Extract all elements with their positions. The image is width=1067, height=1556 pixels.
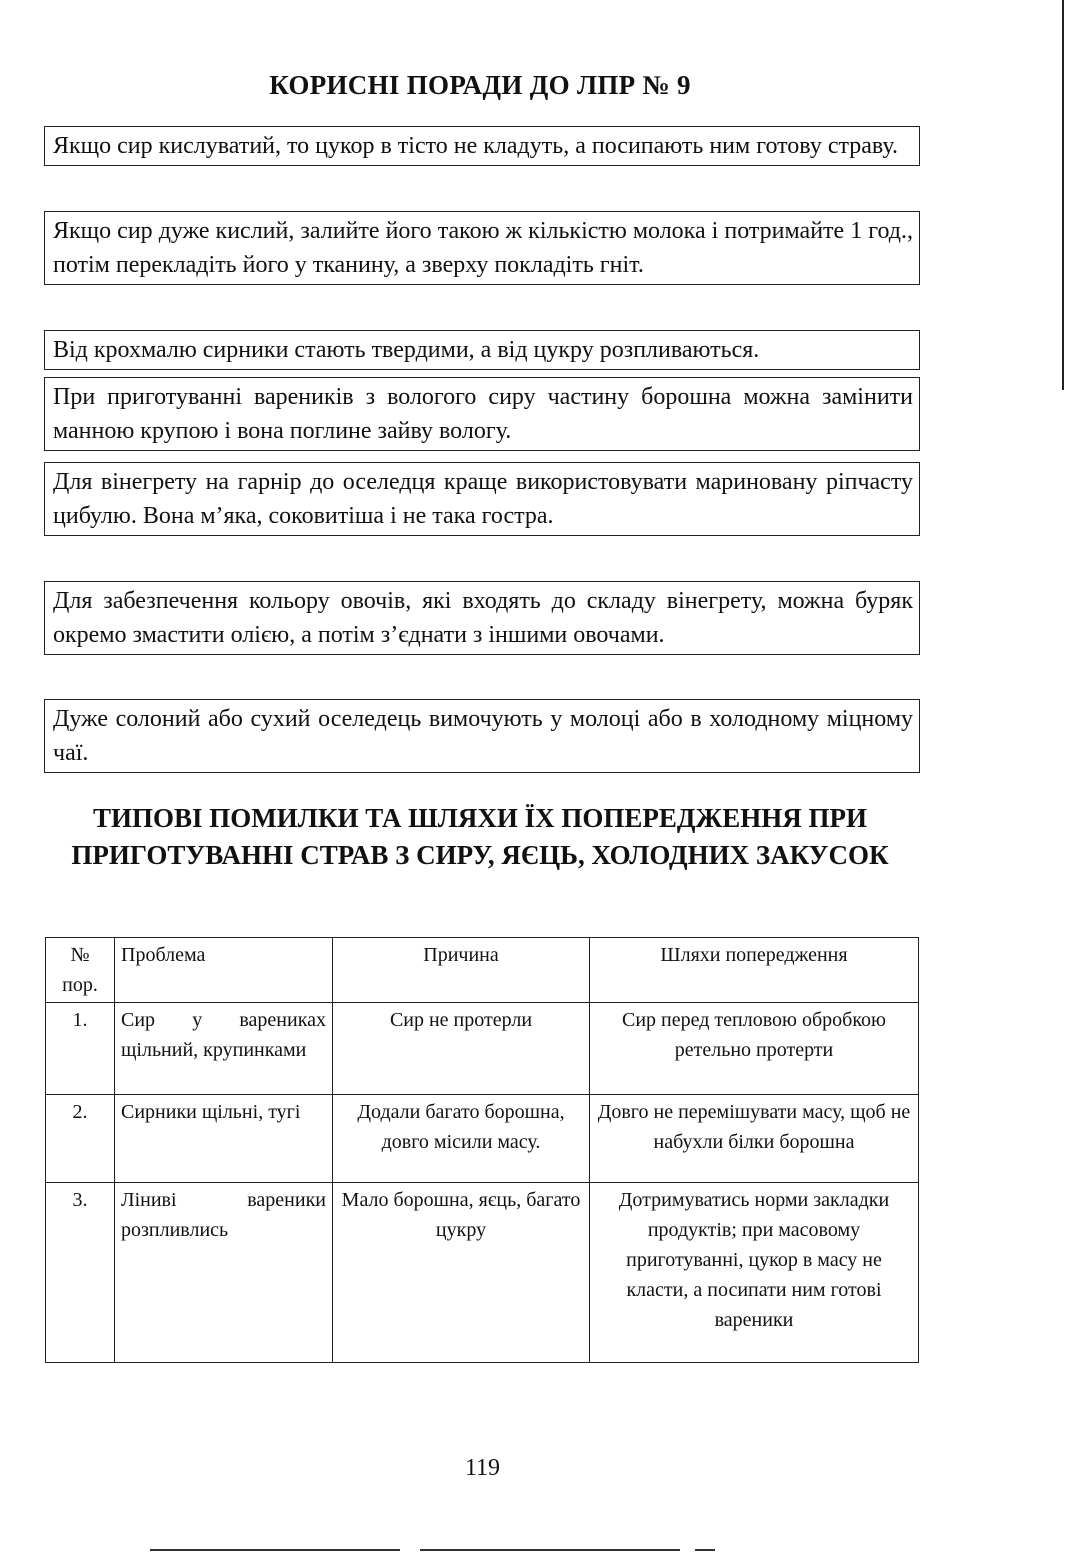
footer-rule bbox=[420, 1549, 680, 1551]
row-cause: Мало борошна, яєць, багато цукру bbox=[333, 1183, 590, 1363]
tip-box: Якщо сир дуже кислий, залийте його такою ж кількістю молока і потримайте 1 год., потім перекладіть його у тканину, а зверху покладіть гніт. bbox=[44, 211, 920, 285]
header-prevention: Шляхи попередження bbox=[590, 938, 919, 1003]
tip-box: Дуже солоний або сухий оселедець вимочують у молоці або в холодному міцному чаї. bbox=[44, 699, 920, 773]
tip-box: Для вінегрету на гарнір до оселедця краще використовувати мариновану ріпчасту цибулю. Вона м’яка, соковитіша і не така гостра. bbox=[44, 462, 920, 536]
row-number: 1. bbox=[46, 1003, 115, 1095]
row-cause: Сир не протерли bbox=[333, 1003, 590, 1095]
table-row bbox=[46, 1183, 919, 1363]
row-problem: Сирники щільні, тугі bbox=[115, 1095, 333, 1183]
row-prevention: Дотримуватись норми закладки продуктів; при масовому приготуванні, цукор в масу не класти, а посипати ним готові вареники bbox=[590, 1183, 919, 1363]
tips-title: КОРИСНІ ПОРАДИ ДО ЛПР № 9 bbox=[269, 70, 691, 100]
table-header-row bbox=[46, 938, 919, 1003]
table-row bbox=[46, 1095, 919, 1183]
tip-box: Якщо сир кислуватий, то цукор в тісто не кладуть, а посипають ним готову страву. bbox=[44, 126, 920, 166]
tip-box: Від крохмалю сирники стають твердими, а від цукру розпливаються. bbox=[44, 330, 920, 370]
page-edge-line bbox=[1062, 0, 1064, 390]
table-row bbox=[46, 1003, 919, 1095]
errors-section-title: ТИПОВІ ПОМИЛКИ ТА ШЛЯХИ ЇХ ПОПЕРЕДЖЕННЯ ПРИ ПРИГОТУВАННІ СТРАВ З СИРУ, ЯЄЦЬ, ХОЛОДНИХ ЗАКУСОК bbox=[71, 803, 889, 870]
header-problem: Проблема bbox=[115, 938, 333, 1003]
footer-rule bbox=[695, 1549, 715, 1551]
tip-box: При приготуванні вареників з вологого сиру частину борошна можна замінити манною крупою і вона поглине зайву вологу. bbox=[44, 377, 920, 451]
footer-rule bbox=[150, 1549, 400, 1551]
tip-box: Для забезпечення кольору овочів, які входять до складу вінегрету, можна буряк окремо змастити олією, а потім з’єднати з іншими овочами. bbox=[44, 581, 920, 655]
header-number: № пор. bbox=[46, 938, 115, 1003]
row-cause: Додали багато борошна, довго місили масу. bbox=[333, 1095, 590, 1183]
row-problem: Ліниві вареники розпливлись bbox=[115, 1183, 333, 1363]
row-number: 2. bbox=[46, 1095, 115, 1183]
page-number: 119 bbox=[464, 1455, 501, 1481]
header-cause: Причина bbox=[333, 938, 590, 1003]
errors-table bbox=[45, 937, 919, 1363]
row-number: 3. bbox=[46, 1183, 115, 1363]
row-prevention: Сир перед тепловою обробкою ретельно протерти bbox=[590, 1003, 919, 1095]
row-problem: Сир у варениках щільний, крупинками bbox=[115, 1003, 333, 1095]
row-prevention: Довго не перемішувати масу, щоб не набухли білки борошна bbox=[590, 1095, 919, 1183]
